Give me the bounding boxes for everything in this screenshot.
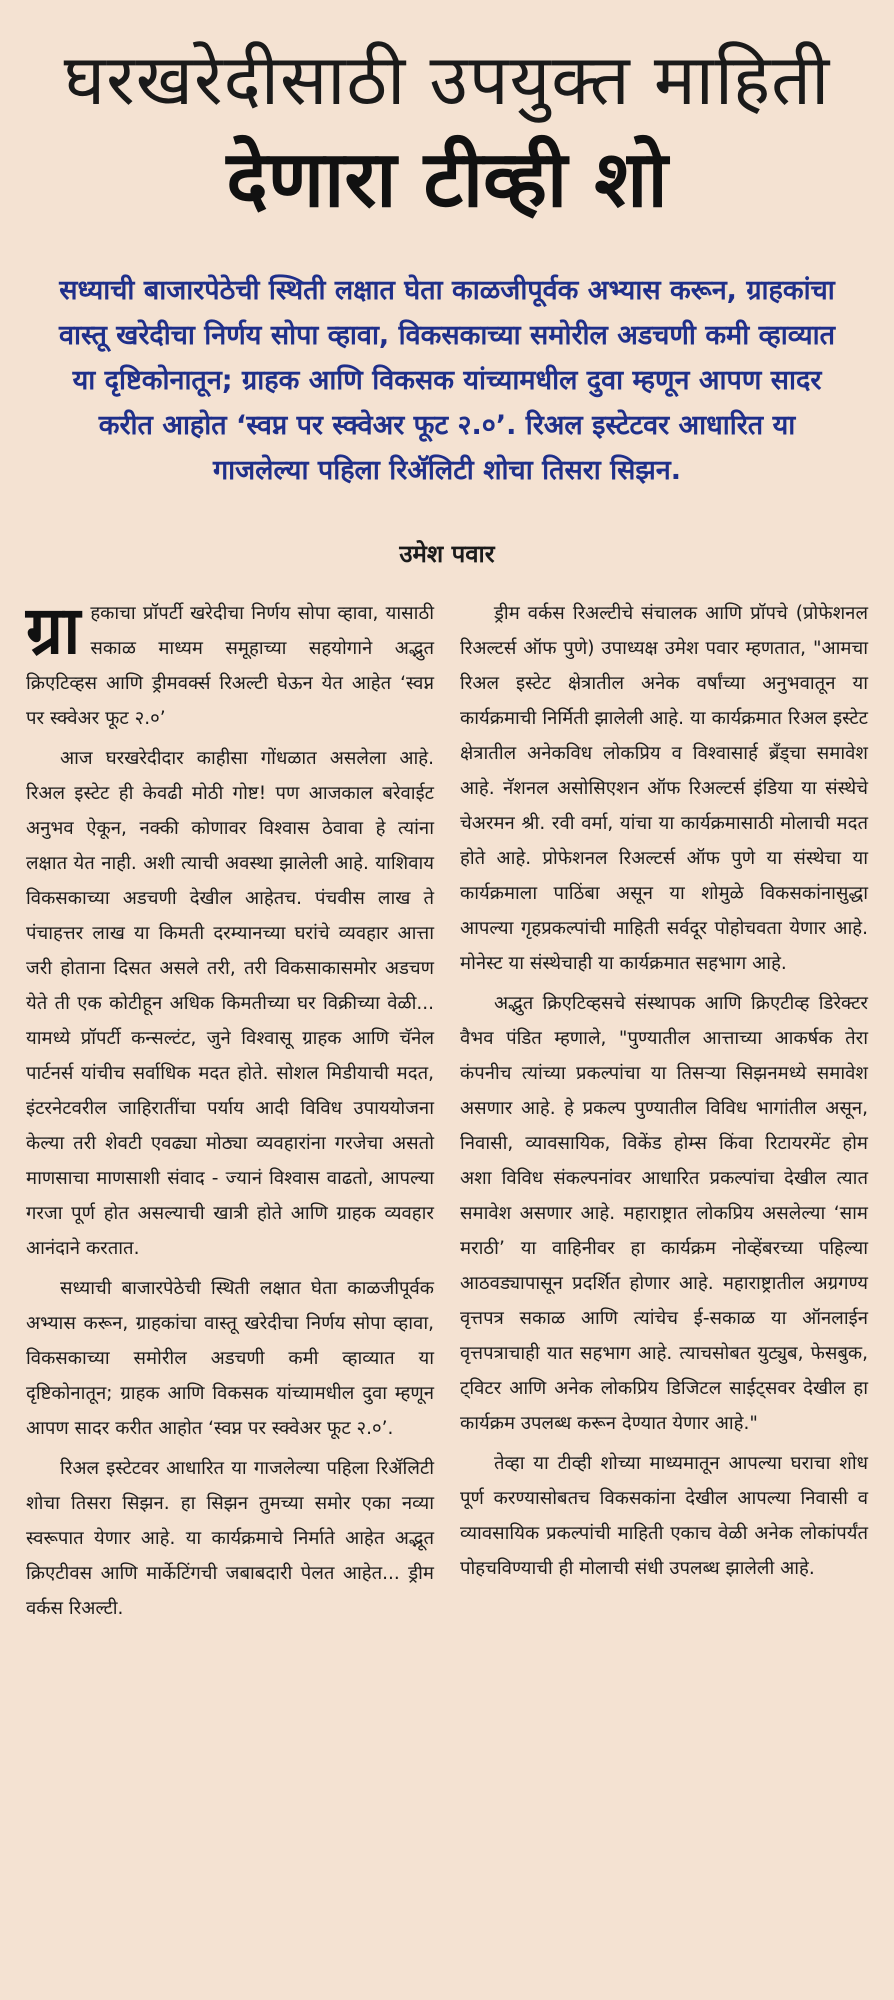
paragraph: आज घरखरेदीदार काहीसा गोंधळात असलेला आहे. रिअल इस्टेट ही केवढी मोठी गोष्ट! पण आजकाल बरेवाईट अनुभव ऐकून, नक्की कोणावर विश्वास ठेवावा हे त्यांना लक्षात येत नाही. अशी त्याची अवस्था झालेली आहे. याशिवाय विकसकाच्या अडचणी देखील आहेतच. पंचवीस लाख ते पंचाहत्तर लाख या किमती दरम्यानच्या घरांचे व्यवहार आत्ता जरी होताना दिसत असले तरी, तरी विकसाकासमोर अडचण येते ती एक कोटीहून अधिक किमतीच्या घर विक्रीच्या वेळी... यामध्ये प्रॉपर्टी कन्सल्टंट, जुने विश्वासू ग्राहक आणि चॅनेल पार्टनर्स यांचीच सर्वाधिक मदत होते. सोशल मिडीयाची मदत, इंटरनेटवरील जाहिरातींचा पर्याय आदी विविध उपाययोजना केल्या तरी शेवटी एवढ्या मोठ्या व्यवहारांना गरजेचा असतो माणसाचा माणसाशी संवाद - ज्यानं विश्वास वाढतो, आपल्या गरजा पूर्ण होत असल्याची खात्री होते आणि ग्राहक व्यवहार आनंदाने करतात. [26, 748, 434, 1259]
drop-cap: ग्रा [26, 592, 81, 669]
column-left [26, 592, 434, 1631]
article-deck: सध्याची बाजारपेठेची स्थिती लक्षात घेता काळजीपूर्वक अभ्यास करून, ग्राहकांचा वास्तू खरेदीचा निर्णय सोपा व्हावा, विकसकाच्या समोरील अडचणी कमी व्हाव्यात या दृष्टिकोनातून; ग्राहक आणि विकसक यांच्यामधील दुवा म्हणून आपण सादर करीत आहोत ‘स्वप्न पर स्क्वेअर फूट २.०’. रिअल इस्टेटवर आधारित या गाजलेल्या पहिला रिॲलिटी शोचा तिसरा सिझन. [58, 275, 836, 486]
headline [18, 0, 876, 232]
paragraph [26, 592, 434, 736]
column-right [460, 596, 868, 1631]
paragraph: ड्रीम वर्कस रिअल्टीचे संचालक आणि प्रॉपचे (प्रोफेशनल रिअल्टर्स ऑफ पुणे) उपाध्यक्ष उमेश पवार म्हणतात, "आमचा रिअल इस्टेट क्षेत्रातील अनेक वर्षांच्या अनुभवातून या कार्यक्रमाची निर्मिती झालेली आहे. या कार्यक्रमात रिअल इस्टेट क्षेत्रातील अनेकविध लोकप्रिय व विश्वासार्ह ब्रँड्चा समावेश आहे. नॅशनल असोसिएशन ऑफ रिअल्टर्स इंडिया या संस्थेचे चेअरमन श्री. रवी वर्मा, यांचा या कार्यक्रमासाठी मोलाची मदत होते आहे. प्रोफेशनल रिअल्टर्स ऑफ पुणे या संस्थेचा या कार्यक्रमाला पाठिंबा असून या शोमुळे विकसकांनासुद्धा आपल्या गृहप्रकल्पांची माहिती सर्वदूर पोहोचवता येणार आहे. मोनेस्ट या संस्थेचाही या कार्यक्रमात सहभाग आहे. [460, 603, 868, 974]
paragraph: अद्भुत क्रिएटिव्हसचे संस्थापक आणि क्रिएटीव्ह डिरेक्टर वैभव पंडित म्हणाले, "पुण्यातील आत्ताच्या आकर्षक तेरा कंपनीच त्यांच्या प्रकल्पांचा या तिसऱ्या सिझनमध्ये समावेश असणार आहे. हे प्रकल्प पुण्यातील विविध भागांतील असून, निवासी, व्यावसायिक, विकेंड होम्स किंवा रिटायरमेंट होम अशा विविध संकल्पनांवर आधारित प्रकल्पांचा देखील त्यात समावेश असणार आहे. महाराष्ट्रात लोकप्रिय असलेल्या ‘साम मराठी’ या वाहिनीवर हा कार्यक्रम नोव्हेंबरच्या पहिल्या आठवड्यापासून प्रदर्शित होणार आहे. महाराष्ट्रातील अग्रगण्य वृत्तपत्र सकाळ आणि त्यांचेच ई-सकाळ या ऑनलाईन वृत्तपत्राचाही यात सहभाग आहे. त्याचसोबत युट्युब, फेसबुक, ट्विटर आणि अनेक लोकप्रिय डिजिटल साईट्सवर देखील हा कार्यक्रम उपलब्ध करून देण्यात येणार आहे." [460, 993, 868, 1434]
article-body [18, 592, 876, 1631]
paragraph: तेव्हा या टीव्ही शोच्या माध्यमातून आपल्या घराचा शोध पूर्ण करण्यासोबतच विकसकांना देखील आपल्या निवासी व व्यावसायिक प्रकल्पांची माहिती एकाच वेळी अनेक लोकांपर्यंत पोहचविण्याची ही मोलाची संधी उपलब्ध झालेली आहे. [460, 1453, 868, 1579]
headline-line-2: देणारा टीव्ही शो [226, 135, 668, 225]
headline-line-1: घरखरेदीसाठी उपयुक्त माहिती [63, 39, 831, 121]
paragraph: रिअल इस्टेटवर आधारित या गाजलेल्या पहिला रिॲलिटी शोचा तिसरा सिझन. हा सिझन तुमच्या समोर एका नव्या स्वरूपात येणार आहे. या कार्यक्रमाचे निर्माते आहेत अद्भूत क्रिएटीवस आणि मार्केटिंगची जबाबदारी पेलत आहेत... ड्रीम वर्कस रिअल्टी. [26, 1458, 434, 1619]
paragraph: सध्याची बाजारपेठेची स्थिती लक्षात घेता काळजीपूर्वक अभ्यास करून, ग्राहकांचा वास्तू खरेदीचा निर्णय सोपा व्हावा, विकसकाच्या समोरील अडचणी कमी व्हाव्यात या दृष्टिकोनातून; ग्राहक आणि विकसक यांच्यामधील दुवा म्हणून आपण सादर करीत आहोत ‘स्वप्न पर स्क्वेअर फूट २.०’. [26, 1278, 434, 1439]
paragraph-text: हकाचा प्रॉपर्टी खरेदीचा निर्णय सोपा व्हावा, यासाठी सकाळ माध्यम समूहाच्या सहयोगाने अद्भुत क्रिएटिव्हस आणि ड्रीमवर्क्स रिअल्टी घेऊन येत आहेत ‘स्वप्न पर स्क्वेअर फूट २.०’ [26, 603, 434, 729]
byline: उमेश पवार [399, 540, 495, 568]
